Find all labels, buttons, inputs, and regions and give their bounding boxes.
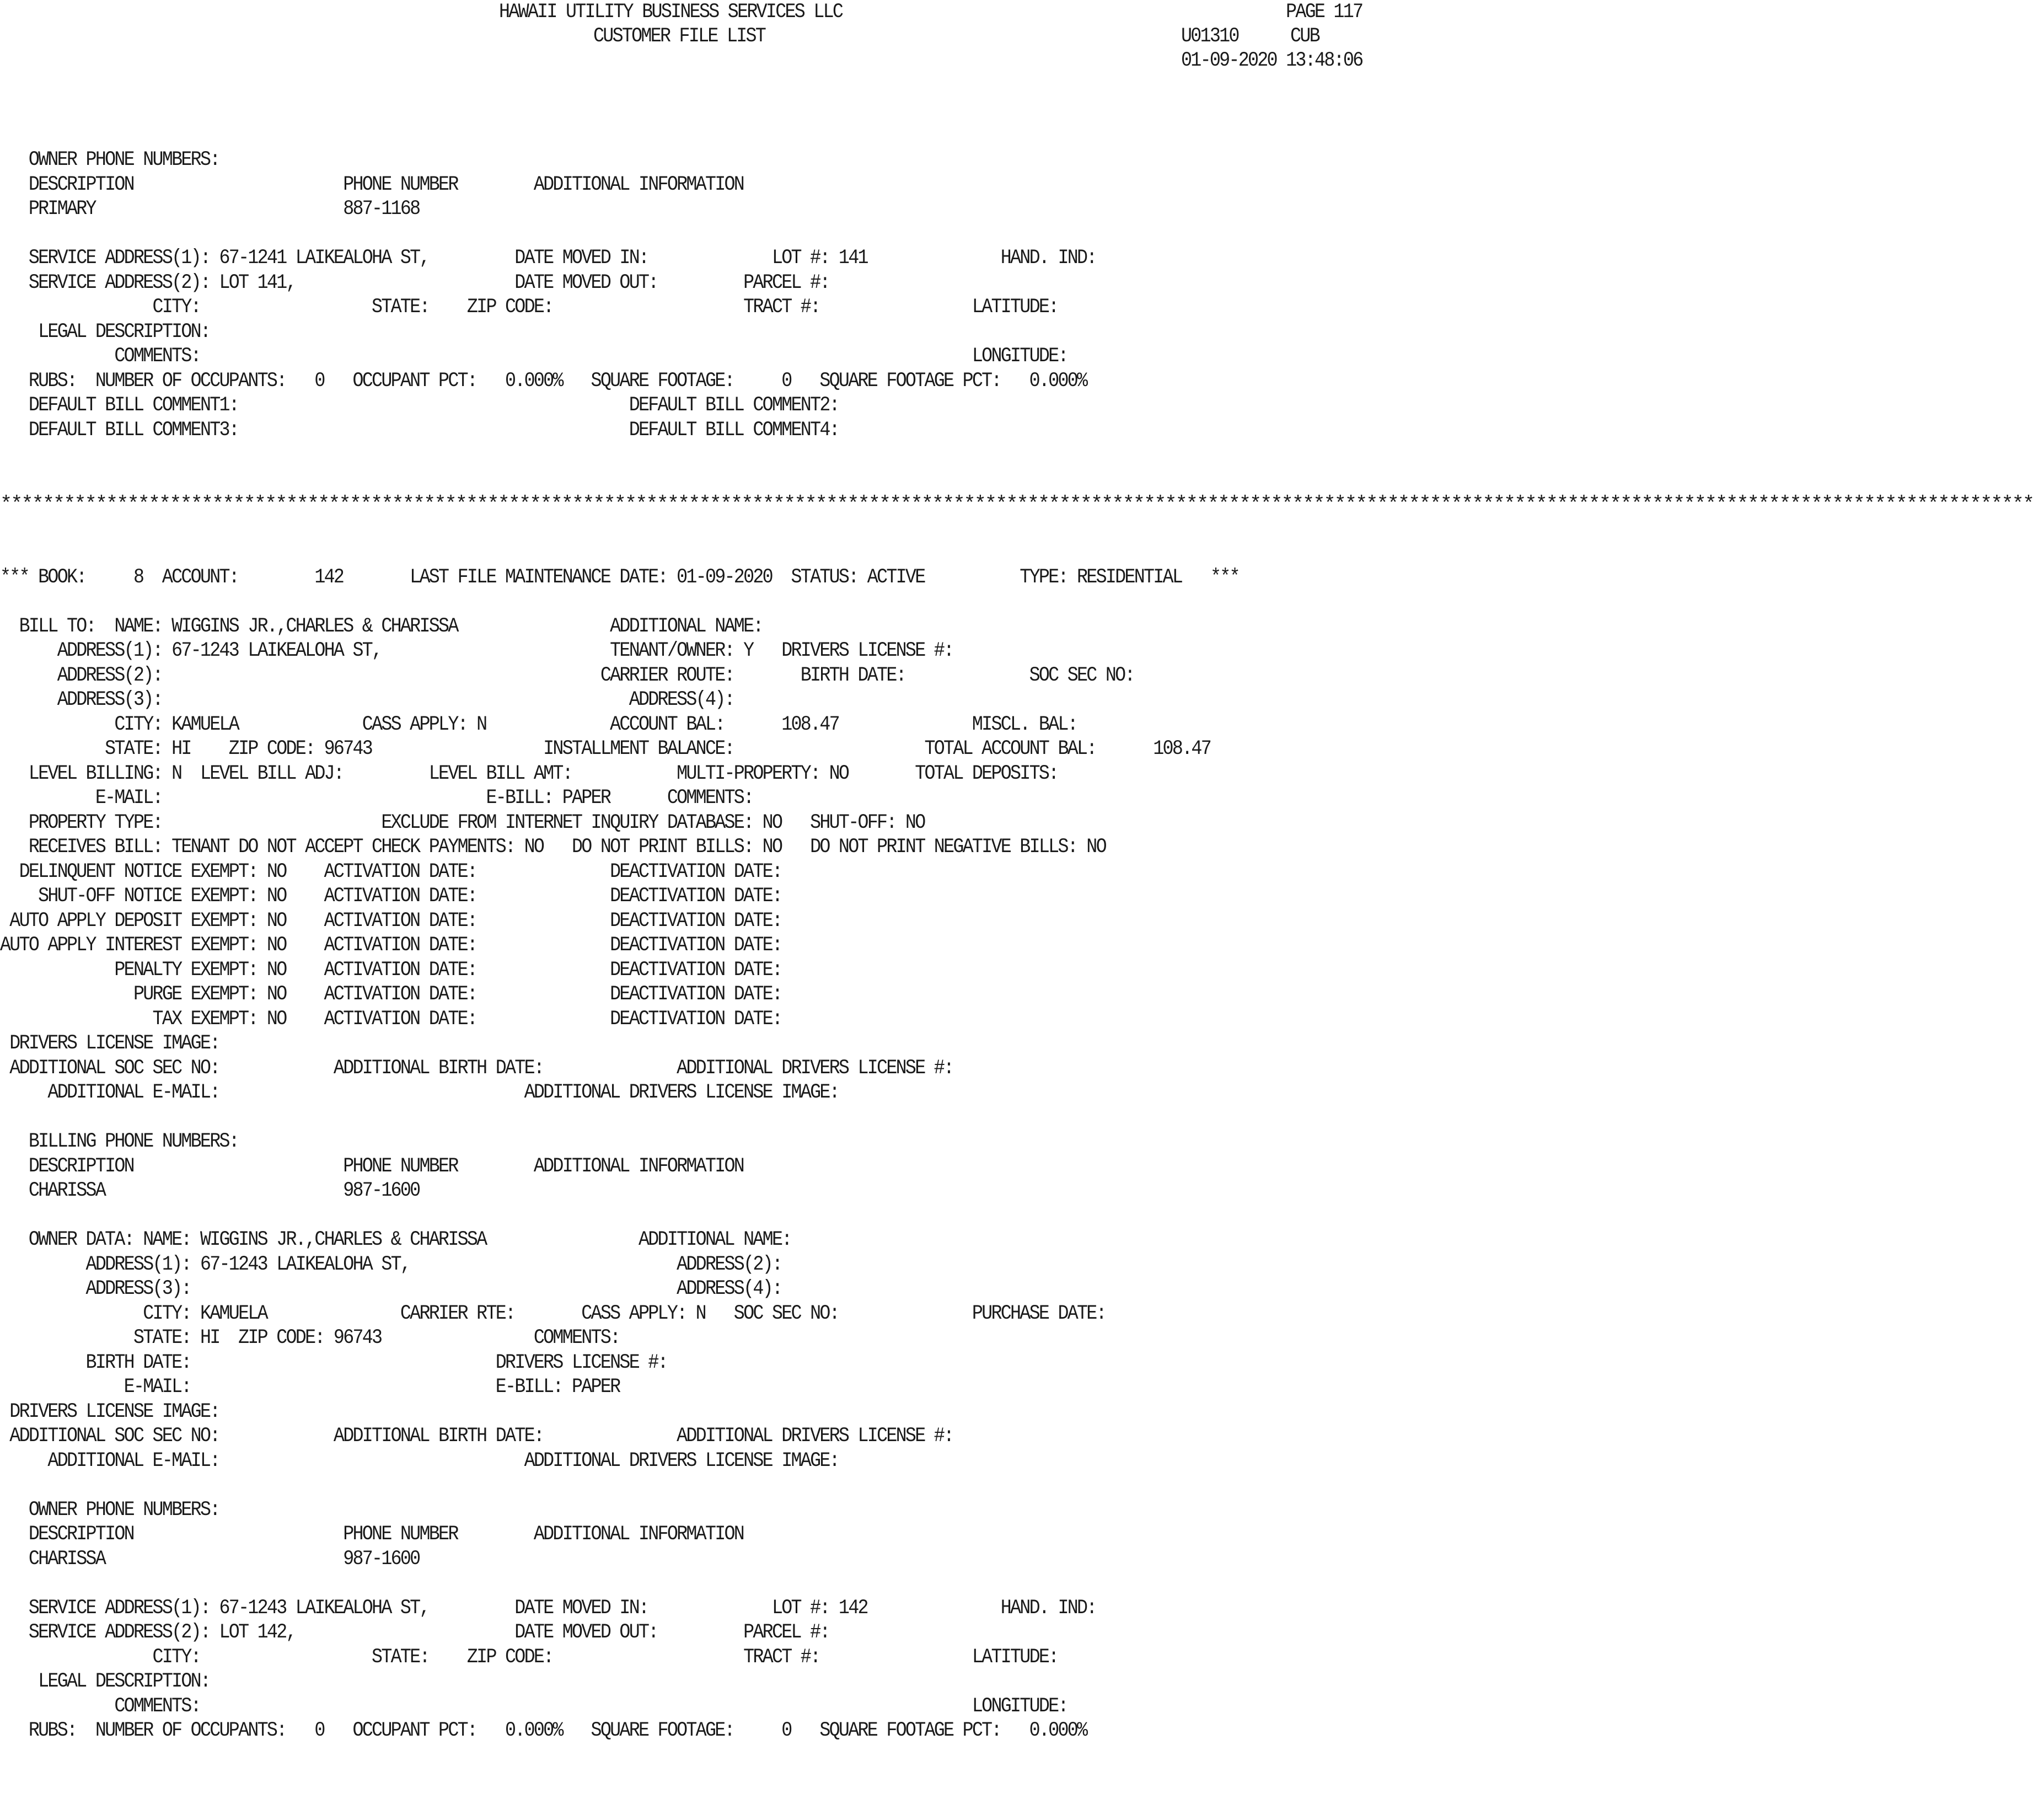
report-line: ADDITIONAL E-MAIL: ADDITIONAL DRIVERS LICENSE IMAGE:	[0, 1081, 839, 1104]
report-line: PRIMARY 887-1168	[0, 197, 420, 221]
report-line: E-MAIL: E-BILL: PAPER	[0, 1375, 620, 1399]
report-line: LEGAL DESCRIPTION:	[0, 320, 210, 344]
report-line: *** BOOK: 8 ACCOUNT: 142 LAST FILE MAINTENANCE DATE: 01-09-2020 STATUS: ACTIVE TYPE: RESIDENTIAL ***	[0, 566, 1239, 589]
report-line: AUTO APPLY DEPOSIT EXEMPT: NO ACTIVATION DATE: DEACTIVATION DATE:	[0, 909, 782, 933]
report-line: STATE: HI ZIP CODE: 96743 COMMENTS:	[0, 1326, 620, 1350]
report-line: ADDRESS(2): CARRIER ROUTE: BIRTH DATE: SOC SEC NO:	[0, 664, 1134, 687]
report-line: CHARISSA 987-1600	[0, 1548, 420, 1571]
report-line: BILLING PHONE NUMBERS:	[0, 1130, 239, 1153]
report-line: DESCRIPTION PHONE NUMBER ADDITIONAL INFORMATION	[0, 1523, 744, 1546]
report-line: SERVICE ADDRESS(1): 67-1243 LAIKEALOHA ST, DATE MOVED IN: LOT #: 142 HAND. IND:	[0, 1597, 1096, 1620]
report-line: CITY: KAMUELA CASS APPLY: N ACCOUNT BAL: 108.47 MISCL. BAL:	[0, 713, 1077, 736]
report-line: RECEIVES BILL: TENANT DO NOT ACCEPT CHECK PAYMENTS: NO DO NOT PRINT BILLS: NO DO NOT PRINT NEGATIVE BILLS: NO	[0, 836, 1106, 859]
user-id: U01310	[1181, 25, 1238, 48]
report-line: ADDRESS(3): ADDRESS(4):	[0, 1277, 782, 1300]
report-datetime: 01-09-2020 13:48:06	[1181, 49, 1363, 72]
report-line: BILL TO: NAME: WIGGINS JR.,CHARLES & CHARISSA ADDITIONAL NAME:	[0, 615, 763, 638]
report-line: COMMENTS: LONGITUDE:	[0, 345, 1068, 368]
report-line: PROPERTY TYPE: EXCLUDE FROM INTERNET INQUIRY DATABASE: NO SHUT-OFF: NO	[0, 811, 925, 834]
module-code: CUB	[1290, 25, 1319, 48]
report-line: SERVICE ADDRESS(2): LOT 142, DATE MOVED OUT: PARCEL #:	[0, 1621, 829, 1644]
report-line: COMMENTS: LONGITUDE:	[0, 1695, 1068, 1718]
report-line: DRIVERS LICENSE IMAGE:	[0, 1032, 219, 1055]
report-line: E-MAIL: E-BILL: PAPER COMMENTS:	[0, 786, 753, 810]
report-line: STATE: HI ZIP CODE: 96743 INSTALLMENT BALANCE: TOTAL ACCOUNT BAL: 108.47	[0, 737, 1210, 761]
report-line: ADDRESS(1): 67-1243 LAIKEALOHA ST, TENANT/OWNER: Y DRIVERS LICENSE #:	[0, 639, 953, 662]
report-line: BIRTH DATE: DRIVERS LICENSE #:	[0, 1351, 667, 1374]
report-line: SHUT-OFF NOTICE EXEMPT: NO ACTIVATION DATE: DEACTIVATION DATE:	[0, 885, 782, 908]
report-line: DESCRIPTION PHONE NUMBER ADDITIONAL INFORMATION	[0, 1155, 744, 1178]
report-line: CITY: KAMUELA CARRIER RTE: CASS APPLY: N SOC SEC NO: PURCHASE DATE:	[0, 1302, 1106, 1325]
report-line: LEVEL BILLING: N LEVEL BILL ADJ: LEVEL BILL AMT: MULTI-PROPERTY: NO TOTAL DEPOSITS:	[0, 762, 1058, 785]
report-line: ADDRESS(3): ADDRESS(4):	[0, 688, 734, 711]
record-separator: ************************************************************************************************************************************************************************************************	[0, 493, 2033, 516]
report-line: TAX EXEMPT: NO ACTIVATION DATE: DEACTIVATION DATE:	[0, 1008, 782, 1031]
report-line: CITY: STATE: ZIP CODE: TRACT #: LATITUDE:	[0, 296, 1058, 319]
report-line: ADDITIONAL E-MAIL: ADDITIONAL DRIVERS LICENSE IMAGE:	[0, 1449, 839, 1473]
report-line: SERVICE ADDRESS(1): 67-1241 LAIKEALOHA ST, DATE MOVED IN: LOT #: 141 HAND. IND:	[0, 247, 1096, 270]
report-line: CITY: STATE: ZIP CODE: TRACT #: LATITUDE:	[0, 1646, 1058, 1669]
report-line: OWNER PHONE NUMBERS:	[0, 1498, 219, 1522]
report-line: DEFAULT BILL COMMENT1: DEFAULT BILL COMMENT2:	[0, 394, 839, 417]
report-line: RUBS: NUMBER OF OCCUPANTS: 0 OCCUPANT PCT: 0.000% SQUARE FOOTAGE: 0 SQUARE FOOTAGE PCT: 0.000%	[0, 370, 1087, 393]
company-name: HAWAII UTILITY BUSINESS SERVICES LLC	[499, 1, 843, 24]
page-number: PAGE 117	[1286, 1, 1363, 24]
report-line: PURGE EXEMPT: NO ACTIVATION DATE: DEACTIVATION DATE:	[0, 983, 782, 1006]
report-line: SERVICE ADDRESS(2): LOT 141, DATE MOVED OUT: PARCEL #:	[0, 271, 829, 295]
report-line: ADDITIONAL SOC SEC NO: ADDITIONAL BIRTH DATE: ADDITIONAL DRIVERS LICENSE #:	[0, 1425, 953, 1448]
report-line: ADDITIONAL SOC SEC NO: ADDITIONAL BIRTH DATE: ADDITIONAL DRIVERS LICENSE #:	[0, 1057, 953, 1080]
report-line: RUBS: NUMBER OF OCCUPANTS: 0 OCCUPANT PCT: 0.000% SQUARE FOOTAGE: 0 SQUARE FOOTAGE PCT: 0.000%	[0, 1719, 1087, 1742]
report-title: CUSTOMER FILE LIST	[593, 25, 765, 48]
report-line: LEGAL DESCRIPTION:	[0, 1670, 210, 1693]
report-line: CHARISSA 987-1600	[0, 1179, 420, 1202]
report-line: PENALTY EXEMPT: NO ACTIVATION DATE: DEACTIVATION DATE:	[0, 959, 782, 982]
report-line: DEFAULT BILL COMMENT3: DEFAULT BILL COMMENT4:	[0, 419, 839, 442]
report-line: OWNER PHONE NUMBERS:	[0, 148, 219, 172]
report-line: AUTO APPLY INTEREST EXEMPT: NO ACTIVATION DATE: DEACTIVATION DATE:	[0, 934, 782, 957]
report-line: DRIVERS LICENSE IMAGE:	[0, 1400, 219, 1423]
report-line: OWNER DATA: NAME: WIGGINS JR.,CHARLES & CHARISSA ADDITIONAL NAME:	[0, 1228, 791, 1251]
report-line: ADDRESS(1): 67-1243 LAIKEALOHA ST, ADDRESS(2):	[0, 1253, 782, 1276]
report-line: DESCRIPTION PHONE NUMBER ADDITIONAL INFORMATION	[0, 173, 744, 196]
report-line: DELINQUENT NOTICE EXEMPT: NO ACTIVATION DATE: DEACTIVATION DATE:	[0, 860, 782, 884]
